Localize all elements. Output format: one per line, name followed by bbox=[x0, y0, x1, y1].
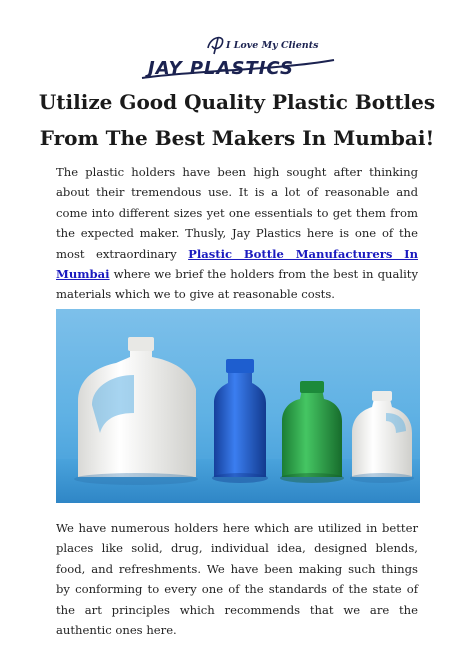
page-title bbox=[20, 84, 454, 156]
intro-text-after: where we brief the holders from the best in quality materials which we to give at reasonable costs. bbox=[56, 267, 418, 302]
white-jug bbox=[74, 337, 198, 485]
logo-name: JAY PLASTICS bbox=[148, 58, 294, 79]
small-white-jug bbox=[350, 391, 414, 483]
logo-tagline: I Love My Clients bbox=[226, 40, 319, 51]
bottles-illustration bbox=[56, 309, 420, 503]
plastic-bottle-manufacturers-link[interactable]: Plastic Bottle Manufacturers In Mumbai bbox=[56, 246, 419, 282]
second-paragraph: We have numerous holders here which are utilized in better places like solid, drug, individual idea, designed blends, food, and refreshments. We have been making such things by conforming to every one of the standards of the state of the art principles which recommends that we are the authentic ones here. bbox=[56, 521, 418, 638]
title-line-1: Utilize Good Quality Plastic Bottles bbox=[38, 90, 436, 114]
title-line-2: From The Best Makers In Mumbai! bbox=[39, 126, 435, 150]
intro-paragraph bbox=[56, 162, 418, 305]
green-bottle bbox=[280, 381, 344, 483]
company-logo bbox=[138, 30, 338, 80]
intro-text-before: The plastic holders have been high sought after thinking about their tremendous use. It is a lot of reasonable and come into different sizes yet one essentials to get them from the expected maker. Thusly, Jay Plastics here is one of the most extraordinary bbox=[56, 165, 418, 261]
plastic-bottles-image bbox=[56, 309, 420, 503]
blue-bottle bbox=[212, 359, 268, 483]
